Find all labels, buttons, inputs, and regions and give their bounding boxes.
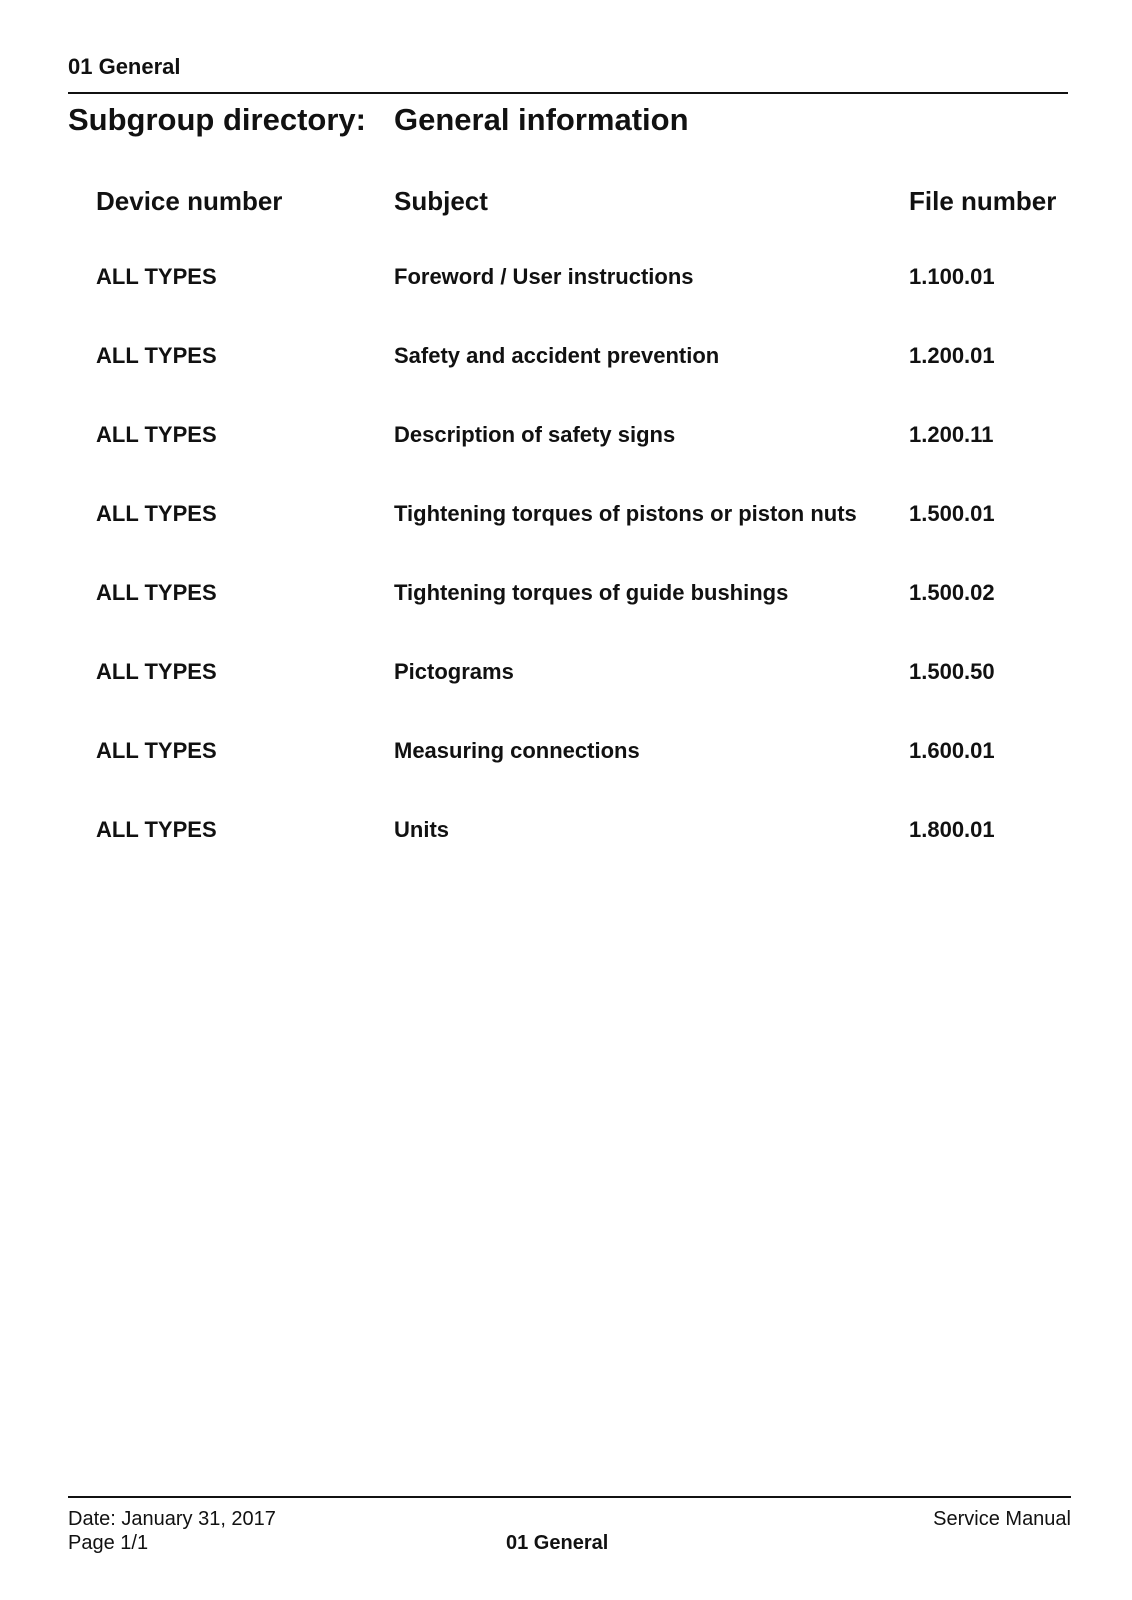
file-number-cell: 1.200.01 <box>909 343 995 368</box>
table-row <box>0 736 1132 766</box>
device-number-cell: ALL TYPES <box>96 817 217 842</box>
file-number-cell: 1.500.50 <box>909 659 995 684</box>
subject-cell: Foreword / User instructions <box>394 264 694 289</box>
subject-cell: Measuring connections <box>394 738 640 763</box>
file-number-cell: 1.200.11 <box>909 422 994 447</box>
file-number-cell: 1.500.02 <box>909 580 995 605</box>
table-row <box>0 578 1132 608</box>
device-number-cell: ALL TYPES <box>96 501 217 526</box>
subject-cell: Safety and accident prevention <box>394 343 720 368</box>
device-number-cell: ALL TYPES <box>96 422 217 447</box>
page-title: General information <box>394 102 689 137</box>
file-number-cell: 1.100.01 <box>909 264 995 289</box>
page-title-label: Subgroup directory: <box>68 102 366 137</box>
footer-date: Date: January 31, 2017 <box>68 1508 276 1530</box>
file-number-cell: 1.600.01 <box>909 738 995 763</box>
file-number-cell: 1.800.01 <box>909 817 995 842</box>
device-number-cell: ALL TYPES <box>96 264 217 289</box>
footer-page-number: Page 1/1 <box>68 1532 149 1554</box>
subject-cell: Tightening torques of pistons or piston nuts <box>394 501 857 526</box>
device-number-cell: ALL TYPES <box>96 343 217 368</box>
device-number-cell: ALL TYPES <box>96 580 217 605</box>
footer-document-type: Service Manual <box>933 1508 1071 1530</box>
column-header-subject: Subject <box>394 186 488 216</box>
column-header-file: File number <box>909 186 1057 216</box>
subject-cell: Units <box>394 817 449 842</box>
table-row <box>0 657 1132 687</box>
table-row <box>0 262 1132 292</box>
footer-section: 01 General <box>506 1532 609 1554</box>
table-row <box>0 499 1132 529</box>
subject-cell: Tightening torques of guide bushings <box>394 580 789 605</box>
footer-divider <box>68 1496 1071 1498</box>
table-row <box>0 815 1132 845</box>
table-row <box>0 420 1132 450</box>
table-row <box>0 341 1132 371</box>
device-number-cell: ALL TYPES <box>96 738 217 763</box>
column-header-device: Device number <box>96 186 283 216</box>
subject-cell: Pictograms <box>394 659 514 684</box>
subject-cell: Description of safety signs <box>394 422 676 447</box>
section-label: 01 General <box>68 54 181 79</box>
device-number-cell: ALL TYPES <box>96 659 217 684</box>
file-number-cell: 1.500.01 <box>909 501 995 526</box>
